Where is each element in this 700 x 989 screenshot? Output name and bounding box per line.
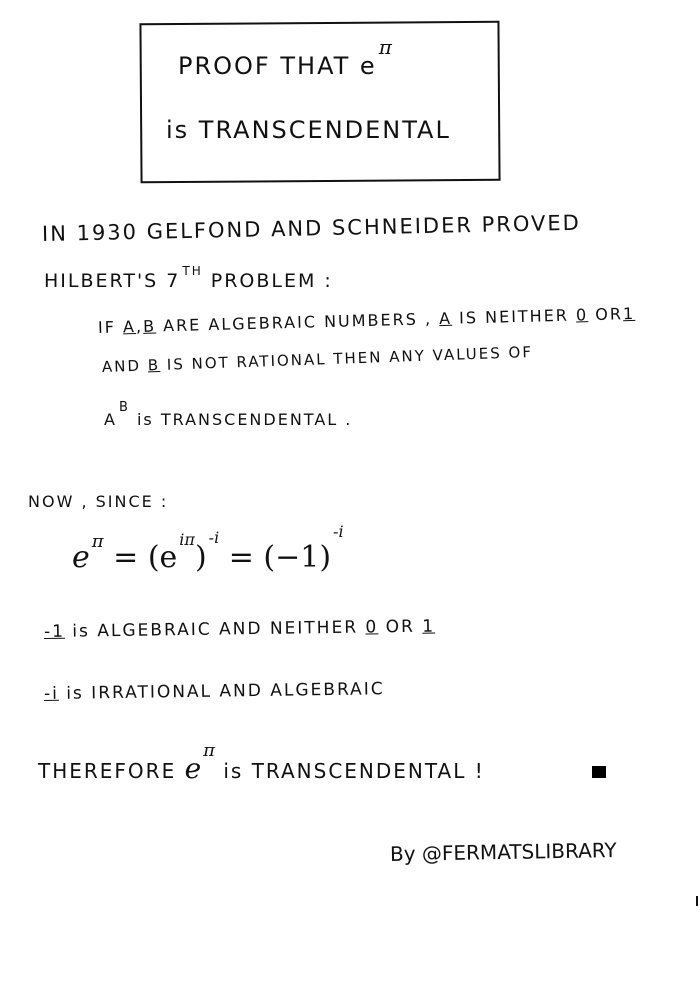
theorem-and: AND — [101, 356, 142, 376]
equation-pi-exponent: π — [91, 531, 104, 552]
intro-hilbert: HILBERT'S 7 — [44, 270, 181, 292]
intro-th-superscript: TH — [182, 264, 203, 278]
fact-minus-one: -1 — [43, 621, 66, 642]
equation-e: e — [72, 540, 90, 575]
title-box — [139, 21, 500, 184]
conclusion-pi-exponent: π — [203, 740, 215, 761]
conclusion-line — [38, 740, 485, 785]
theorem-line-1 — [98, 304, 636, 337]
theorem-neither: IS NEITHER — [451, 305, 570, 328]
title-text: PROOF THAT e — [178, 52, 377, 80]
theorem-line-3 — [104, 400, 353, 429]
theorem-not-rational: IS NOT RATIONAL THEN ANY VALUES OF — [159, 342, 534, 374]
equation-minus-one: = (−1) — [228, 540, 332, 575]
theorem-are-algebraic: ARE ALGEBRAIC NUMBERS , — [155, 309, 433, 336]
intro-problem: PROBLEM : — [202, 270, 333, 292]
theorem-b: B — [142, 316, 157, 336]
qed-mark — [592, 766, 606, 778]
intro-line-2 — [44, 264, 333, 292]
title-line-1 — [178, 35, 392, 80]
equation-ipi-exponent: iπ — [179, 530, 195, 549]
fact-minus-i: -i — [43, 683, 59, 704]
fact-or: OR — [385, 616, 416, 638]
equation-e-ipi: = (e — [113, 540, 178, 575]
conclusion-therefore: THEREFORE — [38, 759, 177, 783]
theorem-a: A — [122, 317, 137, 337]
title-line-2: is TRANSCENDENTAL — [166, 116, 451, 144]
theorem-a-second: A — [438, 308, 453, 329]
title-pi-exponent: π — [378, 35, 392, 59]
theorem-is-transcendental: is TRANSCENDENTAL . — [129, 410, 353, 429]
fact-one: 1 — [422, 616, 436, 637]
signature: By @FERMATSLIBRARY — [389, 838, 617, 866]
theorem-line-2 — [102, 343, 534, 376]
theorem-a-power-base: A — [104, 410, 117, 429]
equation-close-paren: ) — [194, 540, 207, 575]
equation-minus-i-exponent: -i — [208, 528, 220, 547]
theorem-one: 1 — [622, 303, 636, 324]
theorem-comma: , — [135, 316, 144, 337]
fact-irrational-algebraic: is IRRATIONAL AND ALGEBRAIC — [58, 679, 385, 704]
theorem-b-exponent: B — [118, 400, 130, 415]
edge-mark — [696, 896, 698, 906]
now-since-label: NOW , SINCE : — [28, 492, 169, 511]
intro-line-1: IN 1930 GELFOND AND SCHNEIDER PROVED — [41, 210, 582, 246]
fact-line-1 — [44, 617, 435, 642]
fact-line-2 — [44, 679, 385, 704]
conclusion-is-transcendental: is TRANSCENDENTAL ! — [215, 759, 485, 783]
fact-zero: 0 — [365, 617, 379, 638]
theorem-or: OR — [595, 304, 624, 324]
equation-minus-i-exponent-right: -i — [333, 522, 344, 541]
theorem-b-second: B — [147, 355, 161, 375]
theorem-if: IF — [97, 317, 117, 337]
fact-algebraic-neither: is ALGEBRAIC AND NEITHER — [64, 617, 359, 642]
conclusion-e: e — [184, 752, 202, 785]
theorem-zero: 0 — [575, 305, 589, 325]
